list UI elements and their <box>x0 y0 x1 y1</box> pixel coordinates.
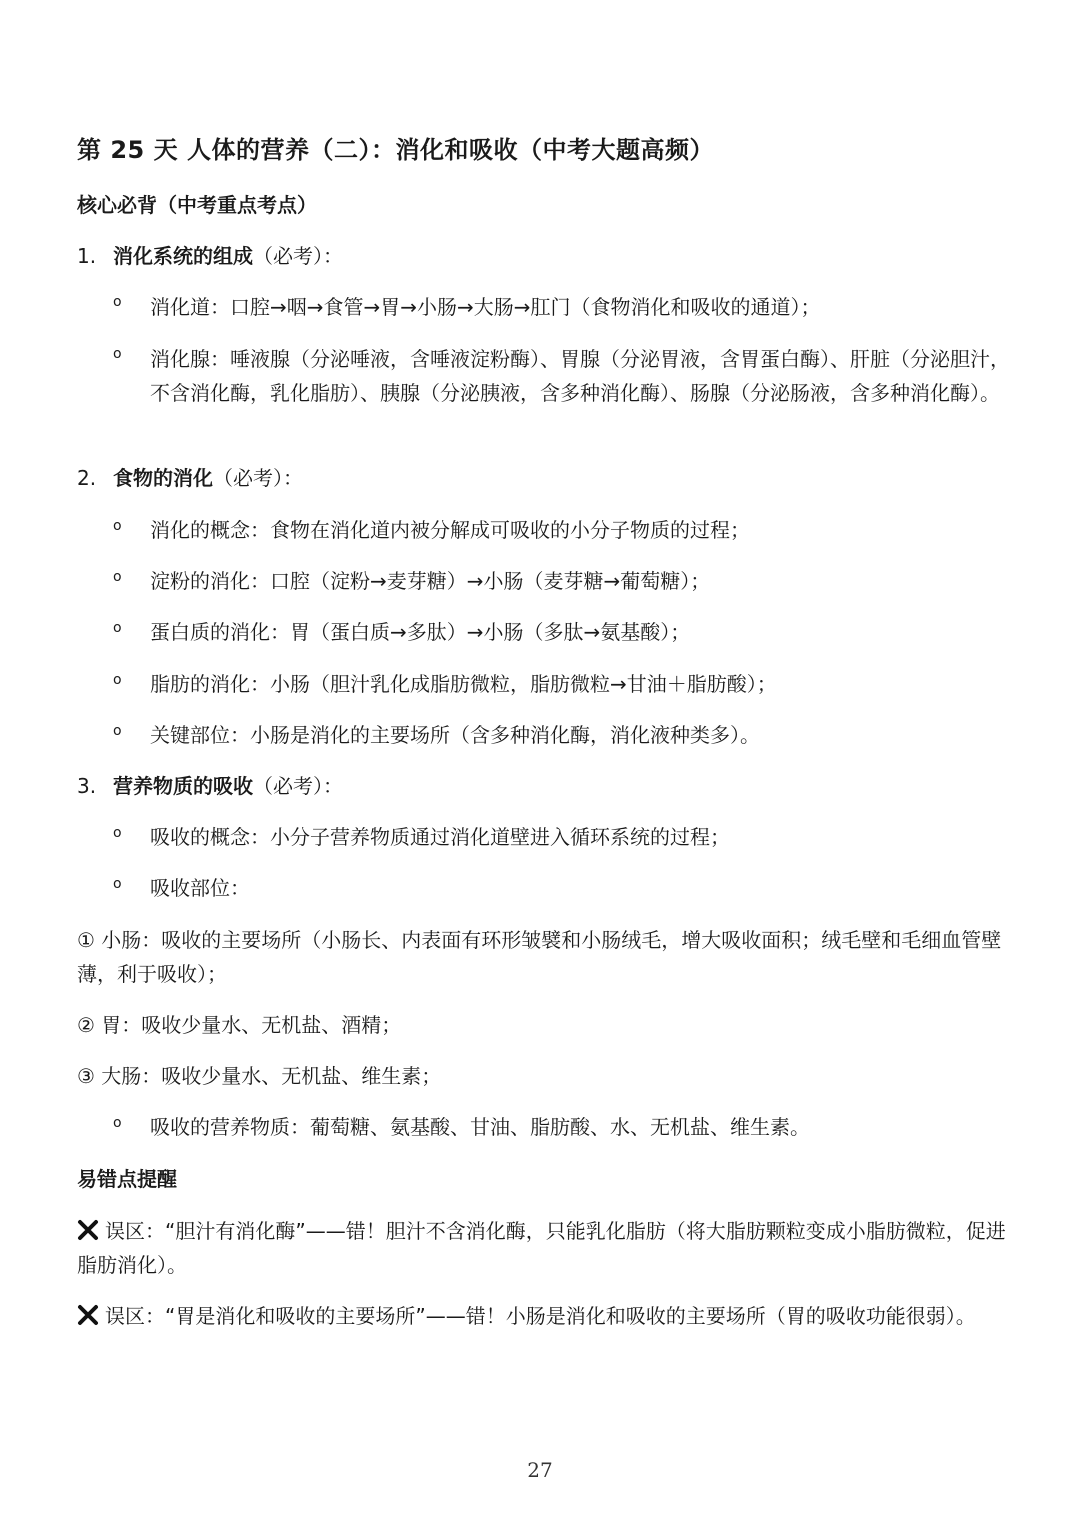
bullet-icon: o <box>113 294 122 310</box>
list-item: 蛋白质的消化：胃（蛋白质→多肽）→小肠（多肽→氨基酸）； <box>150 620 691 644</box>
cross-icon <box>77 1304 99 1326</box>
section-keyword: 食物的消化 <box>113 466 213 490</box>
section-suffix: （必考）： <box>253 244 343 268</box>
mistake-text: 误区：“胃是消化和吸收的主要场所”——错！小肠是消化和吸收的主要场所（胃的吸收功能很弱）。 <box>105 1304 976 1328</box>
list-item: 消化的概念：食物在消化道内被分解成可吸收的小分子物质的过程； <box>150 518 750 542</box>
section-number: 2. <box>77 466 97 490</box>
list-item: 吸收部位： <box>150 876 250 900</box>
list-item: 吸收的概念：小分子营养物质通过消化道壁进入循环系统的过程； <box>150 825 730 849</box>
absorption-site-stomach: ② 胃：吸收少量水、无机盐、酒精； <box>77 1013 402 1037</box>
list-item: 吸收的营养物质：葡萄糖、氨基酸、甘油、脂肪酸、水、无机盐、维生素。 <box>150 1115 810 1139</box>
bullet-icon: o <box>113 1115 122 1131</box>
mistake-text: 误区：“胆汁有消化酶”——错！胆汁不含消化酶，只能乳化脂肪（将大脂肪颗粒变成小脂肪微粒，促进脂肪消化）。 <box>77 1219 1006 1277</box>
section-2-heading <box>77 461 303 495</box>
core-heading: 核心必背（中考重点考点） <box>77 193 317 217</box>
list-item: 关键部位：小肠是消化的主要场所（含多种消化酶，消化液种类多）。 <box>150 723 760 747</box>
list-item: 消化道：口腔→咽→食管→胃→小肠→大肠→肛门（食物消化和吸收的通道）； <box>150 295 821 319</box>
absorption-site-large-intestine: ③ 大肠：吸收少量水、无机盐、维生素； <box>77 1064 442 1088</box>
section-keyword: 营养物质的吸收 <box>113 774 253 798</box>
page-number: 27 <box>527 1458 553 1482</box>
section-number: 1. <box>77 244 97 268</box>
bullet-icon: o <box>113 518 122 534</box>
bullet-icon: o <box>113 346 122 362</box>
section-1-heading <box>77 239 343 273</box>
section-number: 3. <box>77 774 97 798</box>
section-suffix: （必考）： <box>253 774 343 798</box>
section-3-heading <box>77 769 343 803</box>
bullet-icon: o <box>113 672 122 688</box>
mistake-item <box>77 1299 1007 1333</box>
mistakes-heading: 易错点提醒 <box>77 1167 177 1191</box>
section-keyword: 消化系统的组成 <box>113 244 253 268</box>
bullet-icon: o <box>113 723 122 739</box>
bullet-icon: o <box>113 825 122 841</box>
list-item: 淀粉的消化：口腔（淀粉→麦芽糖）→小肠（麦芽糖→葡萄糖）； <box>150 569 711 593</box>
mistake-item <box>77 1214 1007 1282</box>
cross-icon <box>77 1219 99 1241</box>
bullet-icon: o <box>113 569 122 585</box>
list-item: 脂肪的消化：小肠（胆汁乳化成脂肪微粒，脂肪微粒→甘油＋脂肪酸）； <box>150 672 777 696</box>
absorption-site-small-intestine: ① 小肠：吸收的主要场所（小肠长、内表面有环形皱襞和小肠绒毛，增大吸收面积；绒毛壁和毛细血管壁薄，利于吸收）； <box>77 928 1002 986</box>
page-title: 第 25 天 人体的营养（二）：消化和吸收（中考大题高频） <box>77 136 714 164</box>
section-suffix: （必考）： <box>213 466 303 490</box>
bullet-icon: o <box>113 620 122 636</box>
bullet-icon: o <box>113 876 122 892</box>
list-item: 消化腺：唾液腺（分泌唾液，含唾液淀粉酶）、胃腺（分泌胃液，含胃蛋白酶）、肝脏（分泌胆汁，不含消化酶，乳化脂肪）、胰腺（分泌胰液，含多种消化酶）、肠腺（分泌肠液，含多种消化酶）。 <box>150 347 1010 405</box>
